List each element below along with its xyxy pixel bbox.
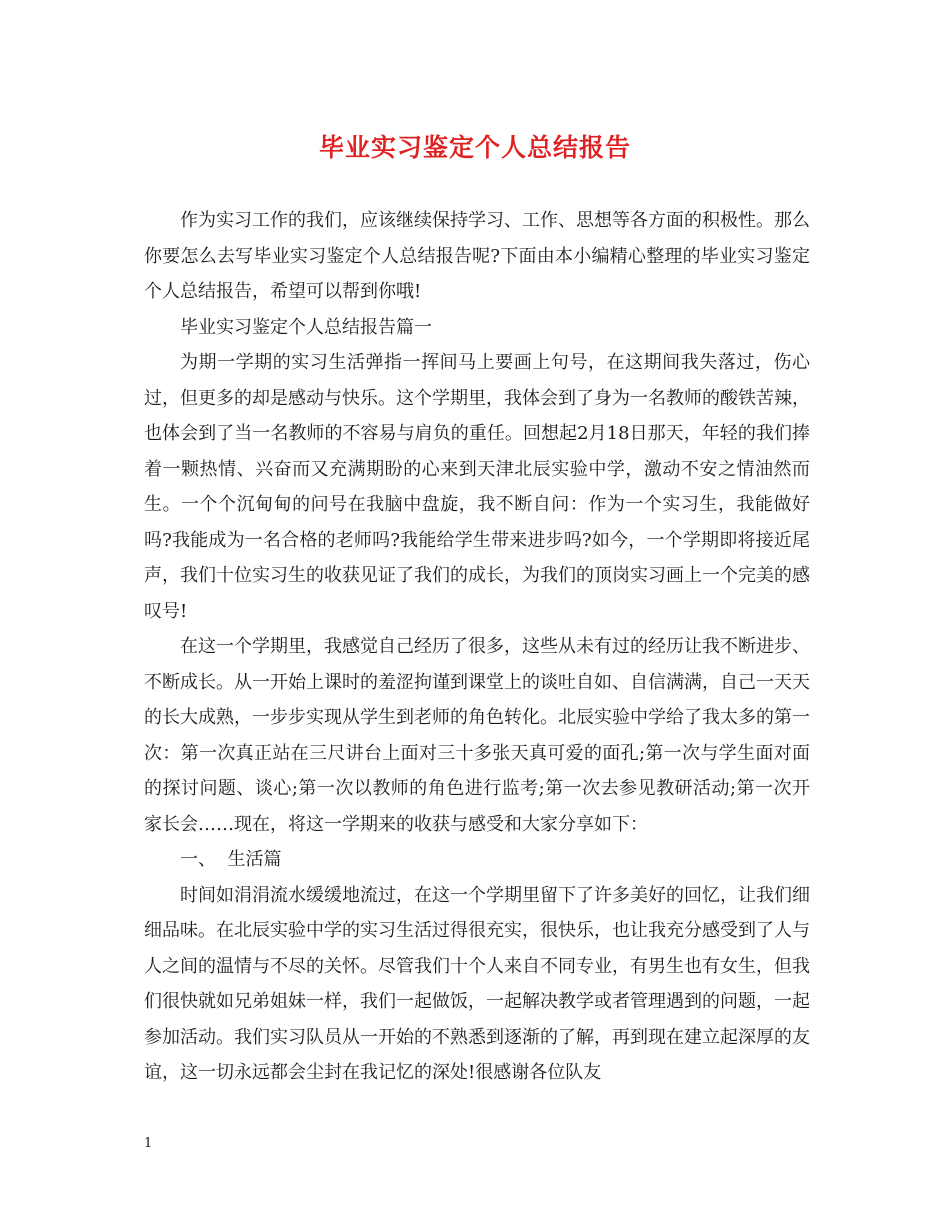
- paragraph: 在这一个学期里，我感觉自己经历了很多，这些从未有过的经历让我不断进步、不断成长。从一开始上课时的羞涩拘谨到课堂上的谈吐自如、自信满满，自己一天天的长大成熟，一步步实现从学生到老师的角色转化。北辰实验中学给了我太多的第一次：第一次真正站在三尺讲台上面对三十多张天真可爱的面孔;第一次与学生面对面的探讨问题、谈心;第一次以教师的角色进行监考;第一次去参见教研活动;第一次开家长会……现在，将这一学期来的收获与感受和大家分享如下：: [144, 636, 810, 835]
- document-body: [144, 203, 810, 1091]
- subsection-heading: 一、 生活篇: [180, 849, 282, 870]
- paragraph: 为期一学期的实习生活弹指一挥间马上要画上句号，在这期间我失落过，伤心过，但更多的却是感动与快乐。这个学期里，我体会到了身为一名教师的酸铁苦辣，也体会到了当一名教师的不容易与肩负的重任。回想起2月18日那天，年轻的我们捧着一颗热情、兴奋而又充满期盼的心来到天津北辰实验中学，激动不安之情油然而生。一个个沉甸甸的问号在我脑中盘旋，我不断自问：作为一个实习生，我能做好吗?我能成为一名合格的老师吗?我能给学生带来进步吗?如今，一个学期即将接近尾声，我们十位实习生的收获见证了我们的成长，为我们的顶岗实习画上一个完美的感叹号!: [144, 352, 810, 622]
- section-heading: 毕业实习鉴定个人总结报告篇一: [180, 316, 432, 338]
- page-number: 1: [144, 1136, 153, 1151]
- paragraph-intro: 作为实习工作的我们，应该继续保持学习、工作、思想等各方面的积极性。那么你要怎么去写毕业实习鉴定个人总结报告呢?下面由本小编精心整理的毕业实习鉴定个人总结报告，希望可以帮到你哦!: [144, 210, 810, 302]
- page-title: 毕业实习鉴定个人总结报告: [318, 133, 631, 162]
- paragraph: 时间如涓涓流水缓缓地流过，在这一个学期里留下了许多美好的回忆，让我们细细品味。在北辰实验中学的实习生活过得很充实，很快乐，也让我充分感受到了人与人之间的温情与不尽的关怀。尽管我们十个人来自不同专业，有男生也有女生，但我们很快就如兄弟姐妹一样，我们一起做饭，一起解决教学或者管理遇到的问题，一起参加活动。我们实习队员从一开始的不熟悉到逐渐的了解，再到现在建立起深厚的友谊，这一切永远都会尘封在我记忆的深处!很感谢各位队友: [144, 884, 810, 1083]
